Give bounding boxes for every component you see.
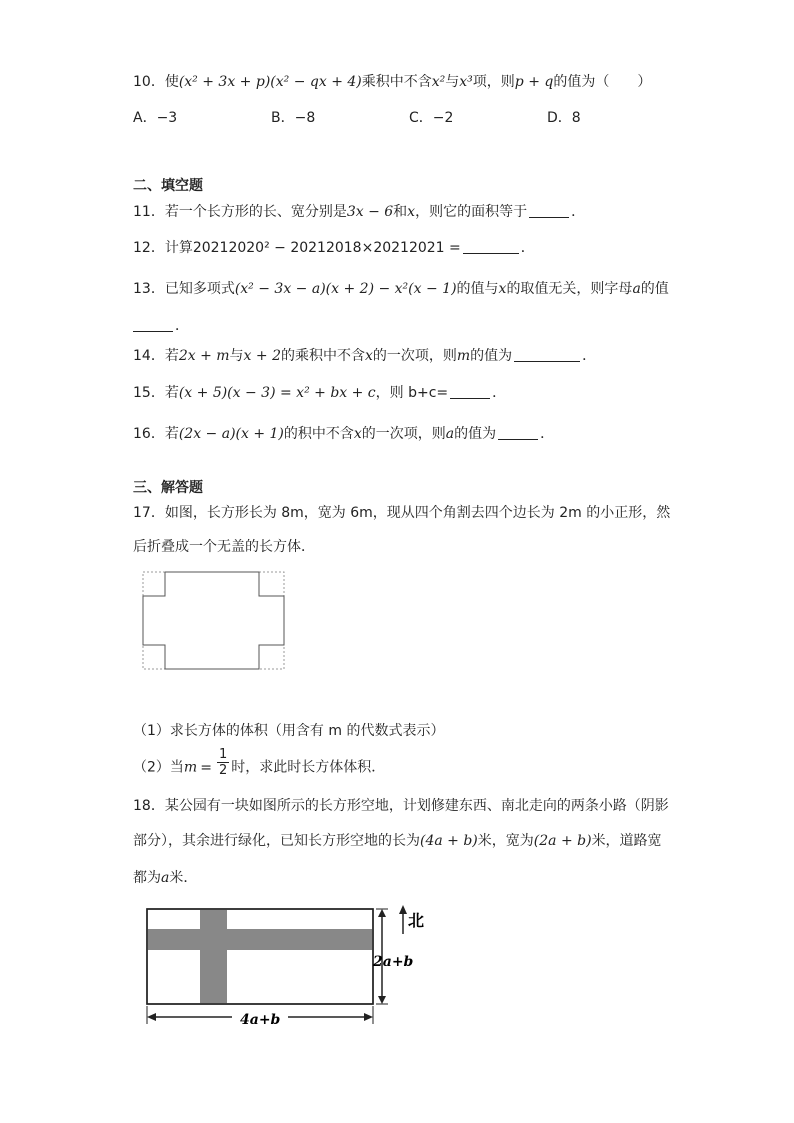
- q18-height-arrow-up: [378, 909, 386, 917]
- q10-option-a[interactable]: A．−3: [133, 110, 178, 126]
- q14-m: m: [456, 348, 471, 364]
- north-arrow-icon: [399, 905, 407, 914]
- q14-text: 14．若: [133, 348, 179, 364]
- q17-sub2-eq: =: [200, 759, 212, 776]
- question-13-line-2: [133, 316, 189, 336]
- q12-answer-blank[interactable]: [463, 239, 519, 254]
- q13-x: x: [498, 281, 507, 297]
- q14-period: ．: [582, 348, 597, 364]
- q18-width-label: 4a+b: [240, 1012, 281, 1028]
- q11-period: ．: [571, 204, 586, 220]
- q13-text-2: 的值与: [456, 281, 499, 297]
- q18-park-rect: [147, 909, 373, 1004]
- q17-sub2-text-2: 时，求此时长方体体积．: [231, 759, 386, 776]
- q18-north-label: 北: [408, 911, 425, 930]
- q13-text-4: 的值: [640, 281, 669, 297]
- question-12: [133, 238, 535, 258]
- q10-option-b[interactable]: B．−8: [271, 110, 316, 126]
- q11-length: 3x − 6: [346, 204, 394, 220]
- question-15: [133, 383, 506, 403]
- q18-north-south-road: [200, 909, 227, 1004]
- q15-answer-blank[interactable]: [450, 384, 490, 399]
- q15-expression: (x + 5)(x − 3) = x² + bx + c: [178, 385, 376, 401]
- q10-expression: (x² + 3x + p)(x² − qx + 4): [178, 74, 362, 90]
- question-18-line-2: [133, 831, 662, 851]
- q11-text-2: ，则它的面积等于: [415, 204, 528, 220]
- q15-text: 15．若: [133, 385, 179, 401]
- q18-height-arrow-down: [378, 996, 386, 1004]
- section-3-heading: 三、解答题: [133, 480, 203, 496]
- q14-text-4: 的值为: [470, 348, 513, 364]
- question-18-line-3: [133, 868, 197, 888]
- q18-width: (2a + b): [533, 833, 592, 849]
- q13-expression: (x² − 3x − a)(x + 2) − x²(x − 1): [234, 281, 457, 297]
- question-18-line-1: 18．某公园有一块如图所示的长方形空地，计划修建东西、南北走向的两条小路（阴影: [133, 798, 669, 814]
- q14-x: x: [364, 348, 373, 364]
- question-17-sub-1: （1）求长方体的体积（用含有 m 的代数式表示）: [133, 723, 445, 739]
- q12-text: 12．计算: [133, 240, 193, 256]
- q18-height-label: 2a+b: [373, 954, 414, 970]
- q18-figure: [140, 900, 440, 1035]
- q18-width-arrow-left: [147, 1013, 156, 1021]
- q10-option-c[interactable]: C．−2: [409, 110, 454, 126]
- q18-text-3: 米，道路宽: [591, 833, 662, 849]
- q13-text: 13．已知多项式: [133, 281, 235, 297]
- q18-east-west-road: [147, 929, 373, 950]
- q17-sub2-text: （2）当: [133, 759, 184, 776]
- q14-text-3: 的一次项，则: [372, 348, 457, 364]
- q11-text: 11．若一个长方形的长、宽分别是: [133, 204, 347, 220]
- q17-outer-rect-dashed: [143, 572, 284, 669]
- q16-text-4: 的值为: [454, 426, 497, 442]
- q10-pq: p + q: [514, 74, 554, 90]
- q10-end: 的值为（ ）: [553, 74, 652, 90]
- q10-number: 10．使: [133, 74, 179, 90]
- question-17-line-1: 17．如图，长方形长为 8m，宽为 6m，现从四个角割去四个边长为 2m 的小正形，然: [133, 505, 671, 521]
- q16-x: x: [353, 426, 362, 442]
- q10-x2: x²: [431, 74, 446, 90]
- fraction-numerator: 1: [218, 747, 228, 762]
- q13-answer-blank[interactable]: [133, 317, 173, 332]
- q14-expr-1: 2x + m: [178, 348, 230, 364]
- question-13: [133, 279, 669, 299]
- question-11: [133, 202, 585, 222]
- q17-fraction: [217, 747, 229, 778]
- q14-expr-2: x + 2: [243, 348, 281, 364]
- q15-period: ．: [492, 385, 507, 401]
- q11-width: x: [407, 204, 416, 220]
- q18-width-arrow-right: [364, 1013, 373, 1021]
- q10-tail: 项，则: [472, 74, 515, 90]
- q18-text-5: 米．: [169, 870, 198, 886]
- q17-figure: [140, 569, 290, 674]
- q18-text: 部分），其余进行绿化，已知长方形空地的长为: [133, 833, 420, 849]
- q13-a: a: [632, 281, 641, 297]
- section-2-heading: 二、填空题: [133, 178, 203, 194]
- q10-text: 乘积中不含: [361, 74, 432, 90]
- q16-text-2: 的积中不含: [283, 426, 354, 442]
- q18-a: a: [161, 870, 170, 886]
- q18-text-2: 米，宽为: [477, 833, 534, 849]
- question-16: [133, 424, 554, 444]
- q11-and: 和: [393, 204, 408, 220]
- q16-text: 16．若: [133, 426, 179, 442]
- q11-answer-blank[interactable]: [529, 203, 569, 218]
- q16-text-3: 的一次项，则: [361, 426, 446, 442]
- q10-x3: x³: [459, 74, 473, 90]
- question-14: [133, 346, 596, 366]
- q18-text-4: 都为: [133, 870, 161, 886]
- q13-period: ．: [175, 318, 189, 334]
- q16-answer-blank[interactable]: [498, 425, 538, 440]
- question-10: [133, 72, 651, 92]
- q17-fold-outline: [143, 572, 284, 669]
- q10-and: 与: [445, 74, 460, 90]
- q12-period: ．: [520, 240, 535, 256]
- q16-period: ．: [540, 426, 555, 442]
- q16-a: a: [445, 426, 455, 442]
- question-17-sub-2: [133, 747, 386, 778]
- q14-and: 与: [229, 348, 244, 364]
- q18-length: (4a + b): [420, 833, 478, 849]
- question-17-line-2: 后折叠成一个无盖的长方体．: [133, 539, 315, 555]
- q15-text-2: ，则 b+c=: [375, 385, 449, 401]
- q10-option-d[interactable]: D．8: [547, 110, 581, 126]
- fraction-denominator: 2: [218, 763, 228, 778]
- q13-text-3: 的取值无关，则字母: [506, 281, 633, 297]
- q14-text-2: 的乘积中不含: [280, 348, 365, 364]
- q14-answer-blank[interactable]: [514, 347, 580, 362]
- q17-sub2-m: m: [183, 759, 198, 776]
- q12-expression: 20212020² − 20212018×20212021 =: [192, 240, 461, 256]
- q16-expression: (2x − a)(x + 1): [178, 426, 284, 442]
